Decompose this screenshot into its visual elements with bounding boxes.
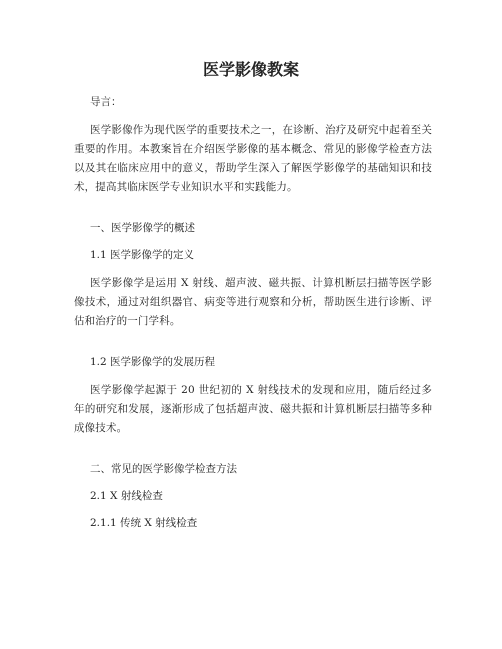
page-title: 医学影像教案 — [202, 60, 299, 79]
section-1-2-heading: 1.2 医学影像学的发展历程 — [90, 356, 216, 368]
section-2-1-heading: 2.1 X 射线检查 — [90, 490, 163, 502]
section-1-1-paragraph: 医学影像学是运用 X 射线、超声波、磁共振、计算机断层扫描等医学影像技术，通过对组织器官、病变等进行观察和分析，帮助医生进行诊断、评估和治疗的一门学科。 — [74, 277, 432, 327]
section-1-heading: 一、医学影像学的概述 — [90, 222, 195, 234]
section-2-heading: 二、常见的医学影像学检查方法 — [90, 463, 237, 475]
section-2-1-1-heading: 2.1.1 传统 X 射线检查 — [90, 517, 198, 529]
intro-label: 导言： — [90, 96, 122, 108]
intro-paragraph: 医学影像作为现代医学的重要技术之一，在诊断、治疗及研究中起着至关重要的作用。本教案旨在介绍医学影像的基本概念、常见的影像学检查方法以及其在临床应用中的意义，帮助学生深入了解医学影像学的基础知识和技术，提高其临床医学专业知识水平和实践能力。 — [74, 124, 432, 193]
section-1-1-heading: 1.1 医学影像学的定义 — [90, 249, 195, 261]
section-1-2-paragraph: 医学影像学起源于 20 世纪初的 X 射线技术的发现和应用，随后经过多年的研究和发展，逐渐形成了包括超声波、磁共振和计算机断层扫描等多种成像技术。 — [74, 384, 432, 434]
